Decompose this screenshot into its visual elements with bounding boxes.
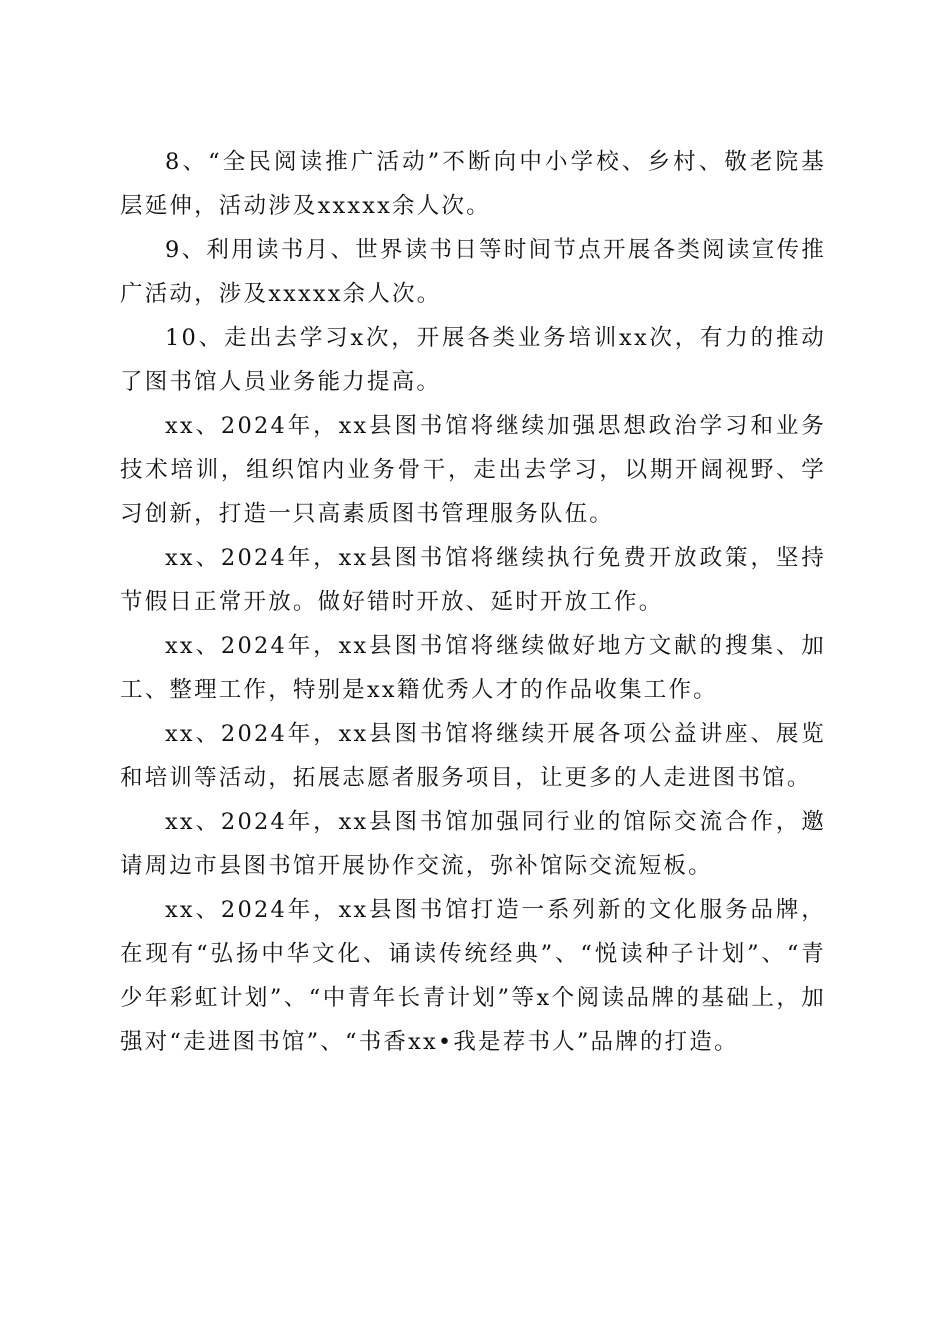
- paragraph-local-documents: xx、2024年，xx县图书馆将继续做好地方文献的搜集、加工、整理工作，特别是xx籍优秀人才的作品收集工作。: [120, 633, 826, 703]
- paragraph-library-exchange: xx、2024年，xx县图书馆加强同行业的馆际交流合作，邀请周边市县图书馆开展协作交流，弥补馆际交流短板。: [120, 809, 826, 879]
- paragraph-public-lectures: xx、2024年，xx县图书馆将继续开展各项公益讲座、展览和培训等活动，拓展志愿者服务项目，让更多的人走进图书馆。: [120, 721, 826, 791]
- paragraph-service-brands: xx、2024年，xx县图书馆打造一系列新的文化服务品牌，在现有“弘扬中华文化、诵读传统经典”、“悦读种子计划”、“青少年彩虹计划”、“中青年长青计划”等x个阅读品牌的基础上，加强对“走进图书馆”、“书香xx•我是荐书人”品牌的打造。: [120, 897, 826, 1055]
- paragraph-training-plan: xx、2024年，xx县图书馆将继续加强思想政治学习和业务技术培训，组织馆内业务骨干，走出去学习，以期开阔视野、学习创新，打造一只高素质图书管理服务队伍。: [120, 413, 826, 527]
- paragraph-free-opening: xx、2024年，xx县图书馆将继续执行免费开放政策，坚持节假日正常开放。做好错时开放、延时开放工作。: [120, 545, 826, 615]
- paragraph-item-8: 8、“全民阅读推广活动”不断向中小学校、乡村、敬老院基层延伸，活动涉及xxxxx余人次。: [120, 149, 826, 219]
- paragraph-item-10: 10、走出去学习x次，开展各类业务培训xx次，有力的推动了图书馆人员业务能力提高。: [120, 325, 826, 395]
- document-body: [120, 140, 826, 1064]
- paragraph-item-9: 9、利用读书月、世界读书日等时间节点开展各类阅读宣传推广活动，涉及xxxxx余人次。: [120, 237, 826, 307]
